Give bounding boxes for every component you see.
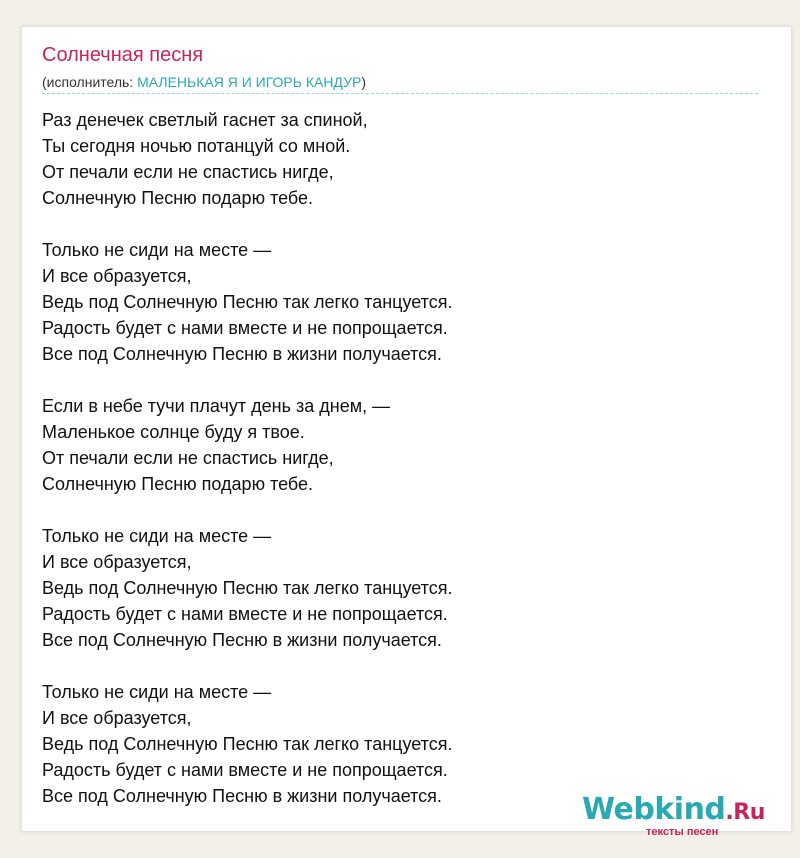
lyric-line: Ведь под Солнечную Песню так легко танцуется.: [42, 292, 453, 312]
lyric-line: Все под Солнечную Песню в жизни получается.: [42, 630, 442, 650]
artist-prefix: (исполнитель:: [42, 74, 138, 90]
lyrics-body: [42, 107, 765, 835]
lyric-line: Только не сиди на месте —: [42, 682, 272, 702]
stanza: [42, 393, 762, 497]
logo-brand: Webkind: [582, 792, 726, 827]
artist-suffix: ): [361, 74, 366, 90]
lyric-line: Радость будет с нами вместе и не попрощается.: [42, 604, 448, 624]
lyric-line: И все образуется,: [42, 266, 192, 286]
stanza: [42, 523, 762, 653]
webkind-logo: [582, 792, 782, 838]
lyric-line: Только не сиди на месте —: [42, 240, 272, 260]
logo-wordmark: [582, 792, 765, 827]
lyric-line: Все под Солнечную Песню в жизни получается.: [42, 344, 442, 364]
stanza: [42, 237, 762, 367]
lyric-line: Солнечную Песню подарю тебе.: [42, 188, 314, 208]
stanza: [42, 679, 762, 809]
song-title: Солнечная песня: [42, 44, 204, 66]
lyric-line: Раз денечек светлый гаснет за спиной,: [42, 110, 368, 130]
lyric-line: Солнечную Песню подарю тебе.: [42, 474, 314, 494]
lyric-line: И все образуется,: [42, 552, 192, 572]
lyric-line: Ведь под Солнечную Песню так легко танцуется.: [42, 578, 453, 598]
artist-link[interactable]: МАЛЕНЬКАЯ Я И ИГОРЬ КАНДУР: [137, 74, 362, 90]
artist-line: [42, 74, 366, 90]
logo-tld: .Ru: [725, 800, 765, 825]
lyric-line: От печали если не спастись нигде,: [42, 162, 334, 182]
lyric-line: Радость будет с нами вместе и не попрощается.: [42, 318, 448, 338]
stanza: [42, 107, 762, 211]
logo-tagline: тексты песен: [646, 826, 719, 838]
lyric-line: Маленькое солнце буду я твое.: [42, 422, 305, 442]
lyric-line: Если в небе тучи плачут день за днем, —: [42, 396, 391, 416]
lyric-line: Только не сиди на месте —: [42, 526, 272, 546]
lyric-line: Ты сегодня ночью потанцуй со мной.: [42, 136, 351, 156]
lyric-line: От печали если не спастись нигде,: [42, 448, 334, 468]
lyric-line: И все образуется,: [42, 708, 192, 728]
lyric-line: Радость будет с нами вместе и не попрощается.: [42, 760, 448, 780]
lyric-line: Все под Солнечную Песню в жизни получается.: [42, 786, 442, 806]
lyric-line: Ведь под Солнечную Песню так легко танцуется.: [42, 734, 453, 754]
lyrics-card: [21, 26, 792, 838]
divider: [42, 93, 758, 94]
